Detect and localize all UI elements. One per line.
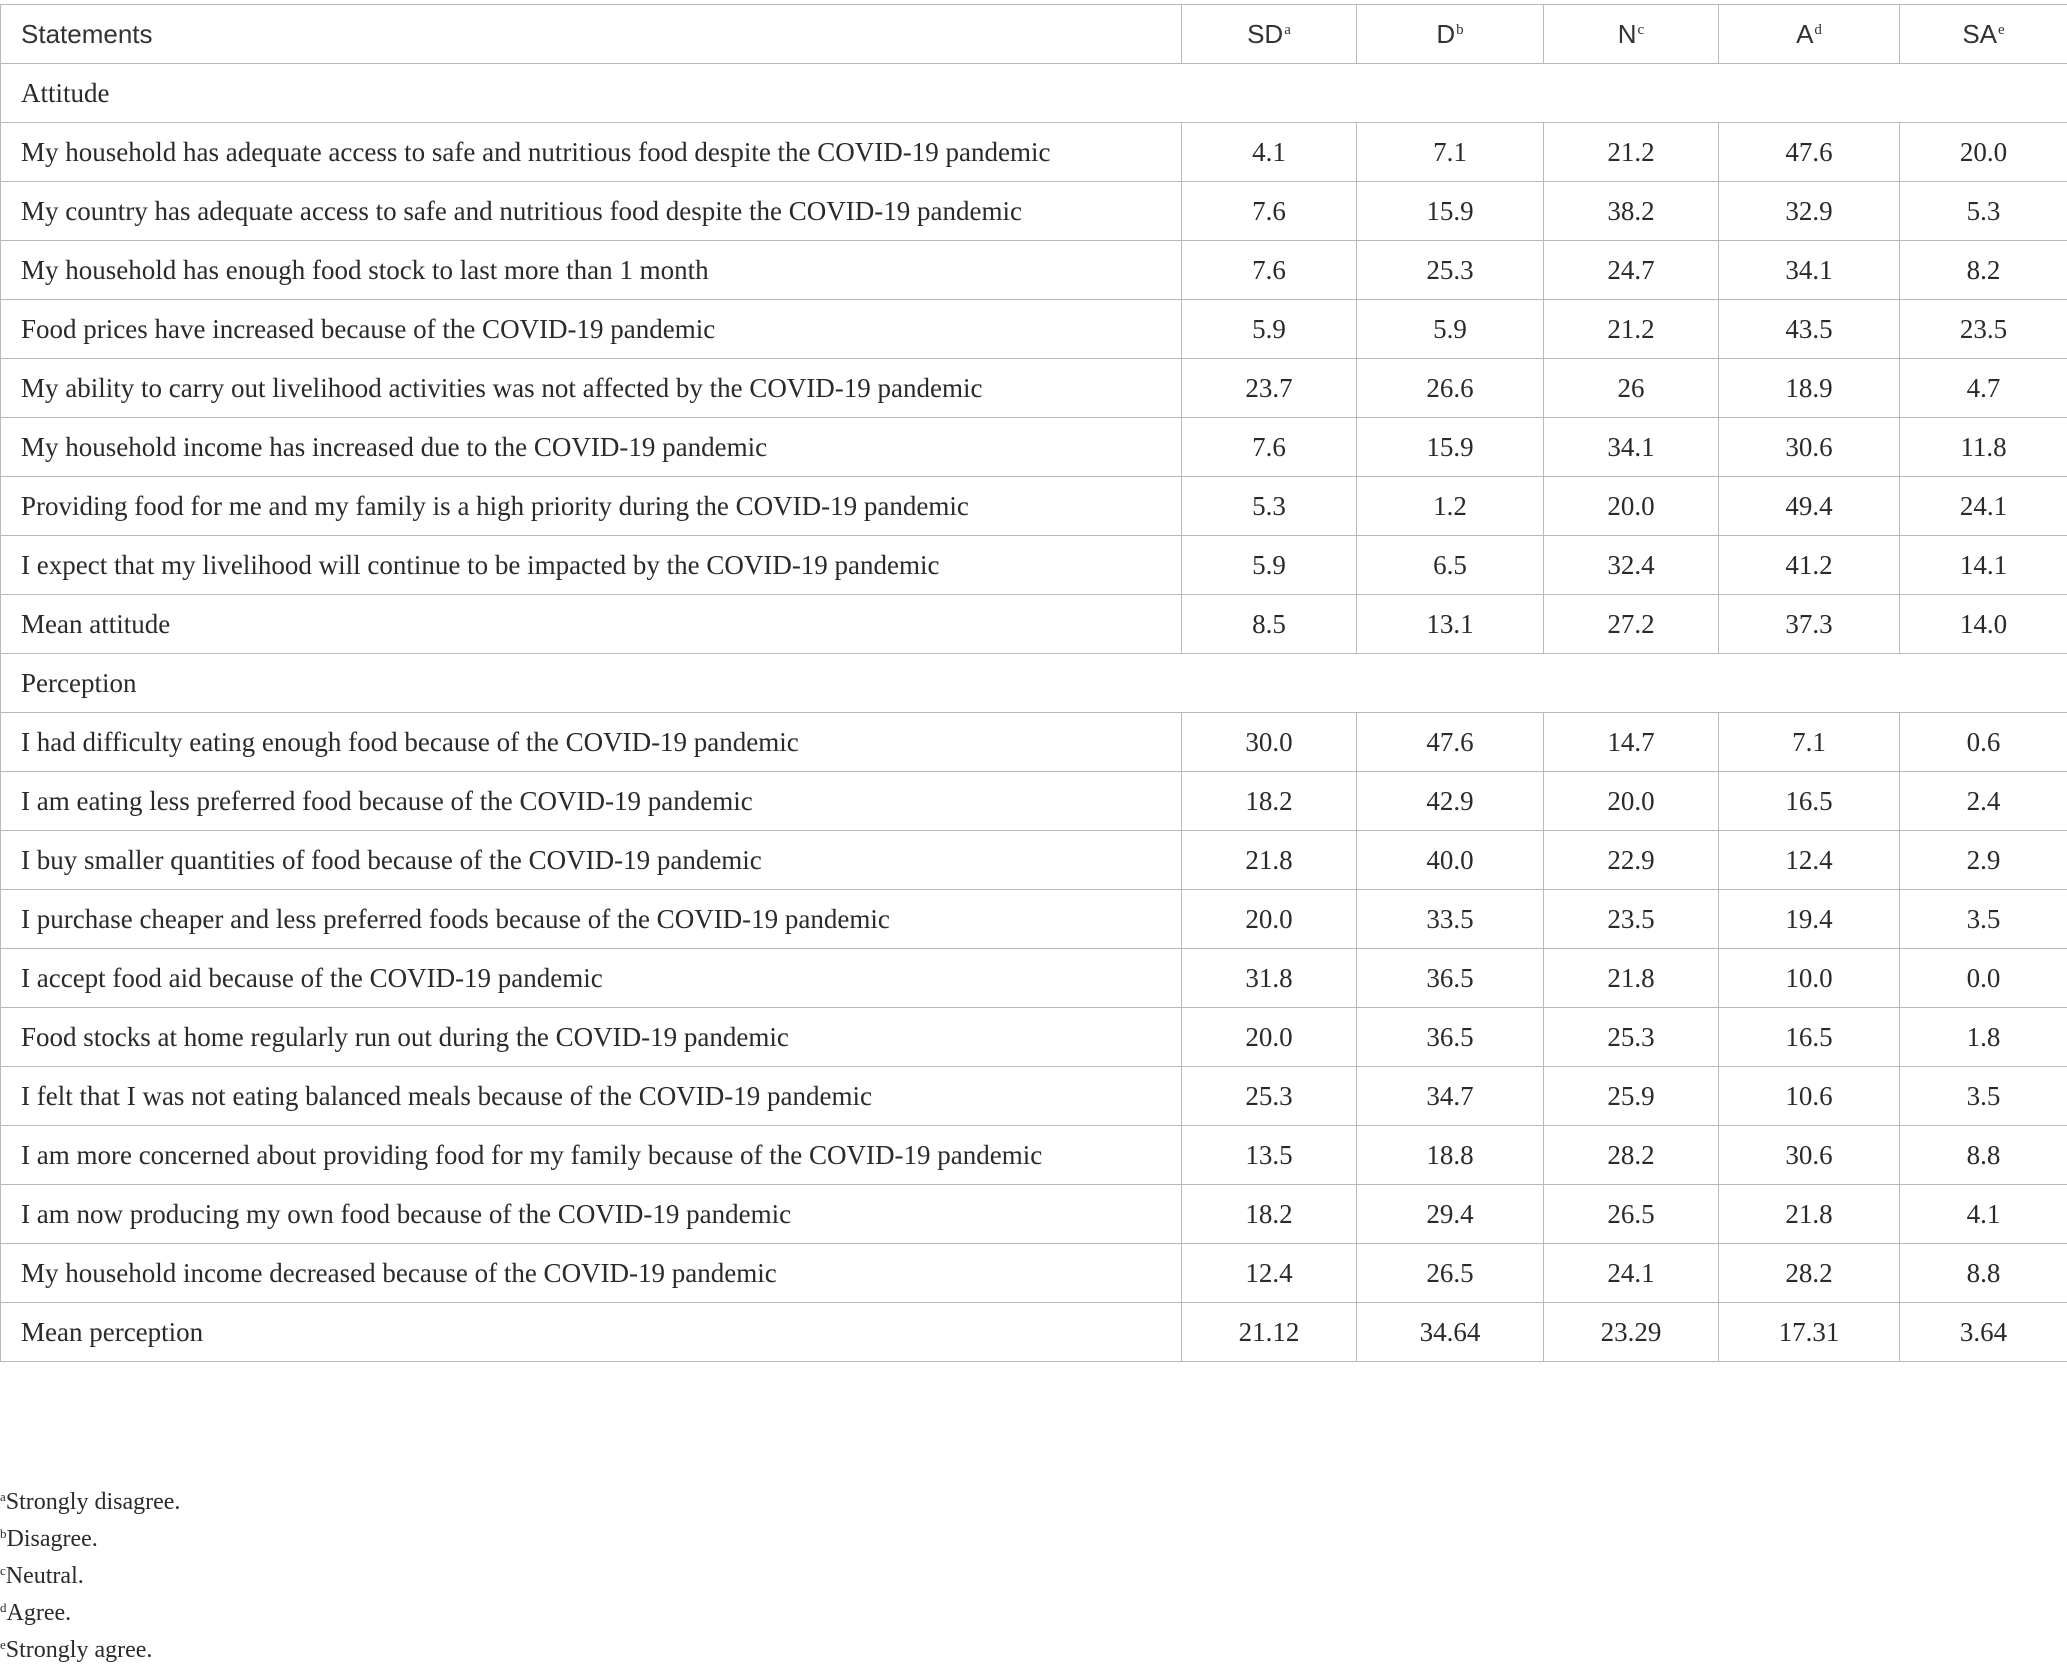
statement-cell: I purchase cheaper and less preferred foods because of the COVID-19 pandemic [1,890,1182,949]
footnote-mark: d [0,1600,7,1615]
footnote-text: Disagree. [7,1526,98,1552]
header-n-mark: c [1638,22,1645,38]
statement-cell: I had difficulty eating enough food because of the COVID-19 pandemic [1,713,1182,772]
header-sd-mark: a [1284,22,1291,38]
statement-cell: I am eating less preferred food because of the COVID-19 pandemic [1,772,1182,831]
table-row [1,123,2067,182]
value-cell-sa: 20.0 [1900,123,2067,182]
value-cell-n: 14.7 [1544,713,1719,772]
value-cell-sa: 5.3 [1900,182,2067,241]
survey-results-table [0,4,2067,1362]
header-sd [1182,5,1357,64]
statement-cell: I felt that I was not eating balanced meals because of the COVID-19 pandemic [1,1067,1182,1126]
value-cell-sa: 1.8 [1900,1008,2067,1067]
table-row [1,772,2067,831]
value-cell-sa: 23.5 [1900,300,2067,359]
table-header-row [1,5,2067,64]
section-row [1,654,2067,713]
header-statements: Statements [1,5,1182,64]
footnote [0,1626,180,1663]
footnote-mark: a [0,1489,6,1504]
table-body [1,64,2067,1362]
header-sa-label: SA [1962,19,1997,49]
table-row [1,300,2067,359]
value-cell-sd: 18.2 [1182,1185,1357,1244]
value-cell-sa: 8.2 [1900,241,2067,300]
value-cell-n: 25.9 [1544,1067,1719,1126]
value-cell-a: 7.1 [1719,713,1900,772]
table-row [1,536,2067,595]
value-cell-sa: 4.1 [1900,1185,2067,1244]
value-cell-sd: 31.8 [1182,949,1357,1008]
statement-cell: Providing food for me and my family is a high priority during the COVID-19 pandemic [1,477,1182,536]
header-sd-label: SD [1247,19,1283,49]
value-cell-n: 34.1 [1544,418,1719,477]
header-d-label: D [1436,19,1455,49]
footnote [0,1515,180,1552]
value-cell-d: 34.64 [1357,1303,1544,1362]
value-cell-sd: 23.7 [1182,359,1357,418]
value-cell-n: 20.0 [1544,772,1719,831]
value-cell-a: 37.3 [1719,595,1900,654]
value-cell-n: 27.2 [1544,595,1719,654]
table-row [1,241,2067,300]
section-title: Attitude [1,64,2067,123]
header-d-mark: b [1456,22,1464,38]
table-row [1,1008,2067,1067]
value-cell-n: 21.2 [1544,300,1719,359]
footnotes [0,1478,180,1663]
footnote-text: Strongly disagree. [6,1489,181,1515]
footnote [0,1552,180,1589]
value-cell-n: 20.0 [1544,477,1719,536]
statement-cell: I am more concerned about providing food for my family because of the COVID-19 pandemic [1,1126,1182,1185]
value-cell-sa: 0.6 [1900,713,2067,772]
header-sa-mark: e [1998,22,2005,38]
value-cell-sa: 24.1 [1900,477,2067,536]
value-cell-sd: 25.3 [1182,1067,1357,1126]
value-cell-d: 42.9 [1357,772,1544,831]
statement-cell: My household has adequate access to safe and nutritious food despite the COVID-19 pandemic [1,123,1182,182]
value-cell-sd: 12.4 [1182,1244,1357,1303]
statement-cell: Food prices have increased because of the COVID-19 pandemic [1,300,1182,359]
value-cell-d: 7.1 [1357,123,1544,182]
value-cell-d: 47.6 [1357,713,1544,772]
section-title: Perception [1,654,2067,713]
value-cell-d: 25.3 [1357,241,1544,300]
value-cell-n: 22.9 [1544,831,1719,890]
statement-cell: I accept food aid because of the COVID-19 pandemic [1,949,1182,1008]
value-cell-d: 29.4 [1357,1185,1544,1244]
value-cell-n: 26 [1544,359,1719,418]
value-cell-sd: 20.0 [1182,1008,1357,1067]
value-cell-n: 21.2 [1544,123,1719,182]
statement-cell: Mean perception [1,1303,1182,1362]
footnote-text: Neutral. [6,1563,84,1589]
footnote-mark: b [0,1526,7,1541]
value-cell-sd: 5.9 [1182,536,1357,595]
table-row [1,182,2067,241]
value-cell-sa: 14.1 [1900,536,2067,595]
statement-cell: My ability to carry out livelihood activities was not affected by the COVID-19 pandemic [1,359,1182,418]
value-cell-sa: 11.8 [1900,418,2067,477]
table-row [1,890,2067,949]
value-cell-a: 18.9 [1719,359,1900,418]
value-cell-n: 24.1 [1544,1244,1719,1303]
value-cell-n: 28.2 [1544,1126,1719,1185]
value-cell-n: 38.2 [1544,182,1719,241]
table-row [1,1185,2067,1244]
footnote [0,1589,180,1626]
value-cell-sa: 0.0 [1900,949,2067,1008]
header-d [1357,5,1544,64]
value-cell-a: 49.4 [1719,477,1900,536]
value-cell-sd: 30.0 [1182,713,1357,772]
value-cell-d: 36.5 [1357,1008,1544,1067]
value-cell-sd: 7.6 [1182,182,1357,241]
value-cell-n: 26.5 [1544,1185,1719,1244]
value-cell-a: 28.2 [1719,1244,1900,1303]
value-cell-a: 19.4 [1719,890,1900,949]
value-cell-sa: 3.5 [1900,890,2067,949]
statement-cell: Food stocks at home regularly run out during the COVID-19 pandemic [1,1008,1182,1067]
table-row [1,595,2067,654]
statement-cell: My country has adequate access to safe and nutritious food despite the COVID-19 pandemic [1,182,1182,241]
value-cell-d: 40.0 [1357,831,1544,890]
footnote-text: Agree. [7,1600,72,1626]
value-cell-d: 18.8 [1357,1126,1544,1185]
table-row [1,359,2067,418]
value-cell-d: 34.7 [1357,1067,1544,1126]
value-cell-n: 23.29 [1544,1303,1719,1362]
value-cell-a: 43.5 [1719,300,1900,359]
value-cell-sa: 3.64 [1900,1303,2067,1362]
value-cell-d: 15.9 [1357,418,1544,477]
value-cell-d: 26.5 [1357,1244,1544,1303]
statement-cell: Mean attitude [1,595,1182,654]
value-cell-sd: 21.12 [1182,1303,1357,1362]
value-cell-d: 5.9 [1357,300,1544,359]
value-cell-sd: 4.1 [1182,123,1357,182]
header-a [1719,5,1900,64]
value-cell-n: 25.3 [1544,1008,1719,1067]
statement-cell: I expect that my livelihood will continue to be impacted by the COVID-19 pandemic [1,536,1182,595]
value-cell-sa: 2.9 [1900,831,2067,890]
value-cell-sd: 8.5 [1182,595,1357,654]
value-cell-sd: 5.3 [1182,477,1357,536]
value-cell-sd: 18.2 [1182,772,1357,831]
table-row [1,713,2067,772]
value-cell-sd: 21.8 [1182,831,1357,890]
header-a-label: A [1796,19,1813,49]
value-cell-a: 12.4 [1719,831,1900,890]
statement-cell: I am now producing my own food because of the COVID-19 pandemic [1,1185,1182,1244]
value-cell-sd: 7.6 [1182,418,1357,477]
value-cell-sa: 2.4 [1900,772,2067,831]
statement-cell: I buy smaller quantities of food because of the COVID-19 pandemic [1,831,1182,890]
value-cell-a: 16.5 [1719,1008,1900,1067]
value-cell-sd: 13.5 [1182,1126,1357,1185]
value-cell-a: 30.6 [1719,1126,1900,1185]
statement-cell: My household has enough food stock to last more than 1 month [1,241,1182,300]
value-cell-sa: 3.5 [1900,1067,2067,1126]
table-row [1,477,2067,536]
header-n-label: N [1618,19,1637,49]
value-cell-sa: 14.0 [1900,595,2067,654]
footnote-mark: c [0,1563,6,1578]
value-cell-a: 21.8 [1719,1185,1900,1244]
table-row [1,418,2067,477]
table-row [1,1067,2067,1126]
footnote-mark: e [0,1637,6,1652]
value-cell-d: 26.6 [1357,359,1544,418]
table-row [1,1126,2067,1185]
value-cell-a: 10.6 [1719,1067,1900,1126]
header-a-mark: d [1814,22,1822,38]
value-cell-d: 33.5 [1357,890,1544,949]
value-cell-sd: 7.6 [1182,241,1357,300]
value-cell-sa: 4.7 [1900,359,2067,418]
header-n [1544,5,1719,64]
value-cell-sa: 8.8 [1900,1126,2067,1185]
value-cell-d: 6.5 [1357,536,1544,595]
value-cell-a: 41.2 [1719,536,1900,595]
section-row [1,64,2067,123]
statement-cell: My household income decreased because of the COVID-19 pandemic [1,1244,1182,1303]
table-row [1,1244,2067,1303]
value-cell-a: 30.6 [1719,418,1900,477]
table-row [1,1303,2067,1362]
value-cell-d: 13.1 [1357,595,1544,654]
value-cell-a: 34.1 [1719,241,1900,300]
value-cell-a: 32.9 [1719,182,1900,241]
value-cell-a: 16.5 [1719,772,1900,831]
value-cell-n: 23.5 [1544,890,1719,949]
footnote-text: Strongly agree. [6,1637,153,1663]
value-cell-a: 47.6 [1719,123,1900,182]
value-cell-n: 32.4 [1544,536,1719,595]
value-cell-a: 17.31 [1719,1303,1900,1362]
value-cell-sa: 8.8 [1900,1244,2067,1303]
value-cell-d: 36.5 [1357,949,1544,1008]
footnote [0,1478,180,1515]
table-row [1,949,2067,1008]
value-cell-n: 21.8 [1544,949,1719,1008]
value-cell-n: 24.7 [1544,241,1719,300]
value-cell-a: 10.0 [1719,949,1900,1008]
statement-cell: My household income has increased due to the COVID-19 pandemic [1,418,1182,477]
value-cell-d: 1.2 [1357,477,1544,536]
header-sa [1900,5,2067,64]
value-cell-d: 15.9 [1357,182,1544,241]
table-row [1,831,2067,890]
value-cell-sd: 5.9 [1182,300,1357,359]
value-cell-sd: 20.0 [1182,890,1357,949]
